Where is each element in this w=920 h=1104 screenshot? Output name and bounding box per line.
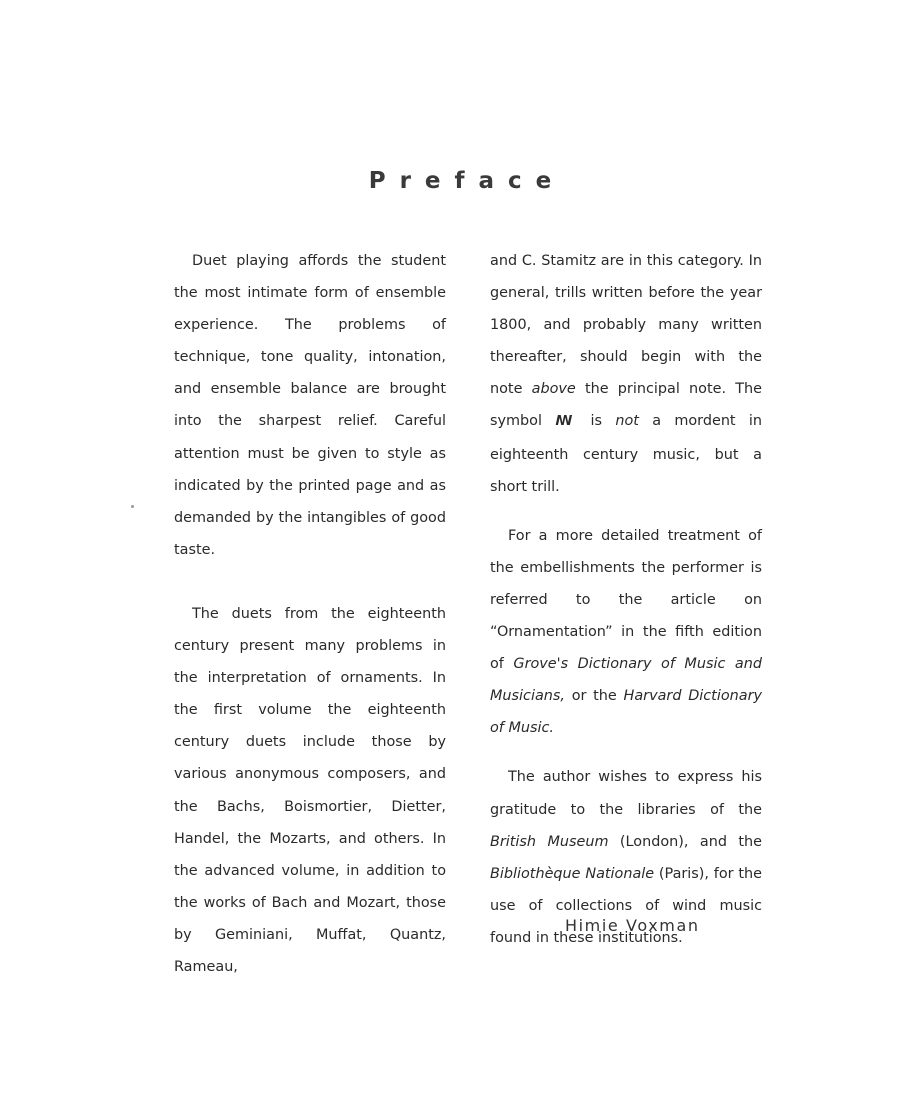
- paragraph-references: [490, 520, 762, 745]
- right-column: [490, 245, 762, 954]
- library-british-museum: British Museum: [490, 833, 609, 850]
- stray-mark: [131, 505, 134, 508]
- trill-symbol-icon: ꟿ: [555, 414, 573, 430]
- text-run: The author wishes to express his gratitude to the libraries of the: [490, 769, 762, 818]
- paragraph-ornaments: [174, 598, 446, 983]
- emphasis-not: not: [615, 413, 639, 430]
- author-signature: Himie Voxman: [565, 916, 700, 935]
- text-run: For a more detailed treatment of the embellishments the performer is referred to the article on “Ornamentation” in the fifth edition of: [490, 527, 762, 673]
- text-run: a mordent in eighteenth century music, but a short trill.: [490, 413, 762, 495]
- page-title: Preface: [368, 168, 566, 194]
- book-title-groves: Grove's Dictionary of Music and Musicians,: [490, 656, 762, 705]
- library-bibliotheque-nationale: Bibliothèque Nationale: [490, 865, 655, 882]
- paragraph-text: The duets from the eighteenth century present many problems in the interpretation of ornaments. In the first volume the eighteenth century duets include those by various anonymous composers, and the Bachs, Boismortier, Dietter, Handel, the Mozarts, and others. In the advanced volume, in addition to the works of Bach and Mozart, those by Geminiani, Muffat, Quantz, Rameau,: [174, 605, 446, 975]
- left-column: [174, 245, 446, 983]
- paragraph-trills: [490, 245, 762, 503]
- text-run: the principal note. The symbol: [490, 381, 762, 430]
- text-run: is: [577, 413, 616, 430]
- emphasis-above: above: [531, 381, 576, 398]
- text-run: and C. Stamitz are in this category. In general, trills written before the year 1800, and probably many written thereafter, should begin with the note: [490, 253, 762, 398]
- text-run: (Paris), for the use of collections of wind music found in these institutions.: [490, 865, 762, 946]
- text-run: or the: [564, 688, 624, 705]
- paragraph-ensemble: [174, 245, 446, 566]
- paragraph-text: Duet playing affords the student the most intimate form of ensemble experience. The problems of technique, tone quality, intonation, and ensemble balance are brought into the sharpest relief. Careful attention must be given to style as indicated by the printed page and as demanded by the intangibles of good taste.: [174, 253, 446, 558]
- text-run: (London), and the: [608, 833, 762, 850]
- book-title-harvard: Harvard Dictionary of Music.: [490, 688, 763, 737]
